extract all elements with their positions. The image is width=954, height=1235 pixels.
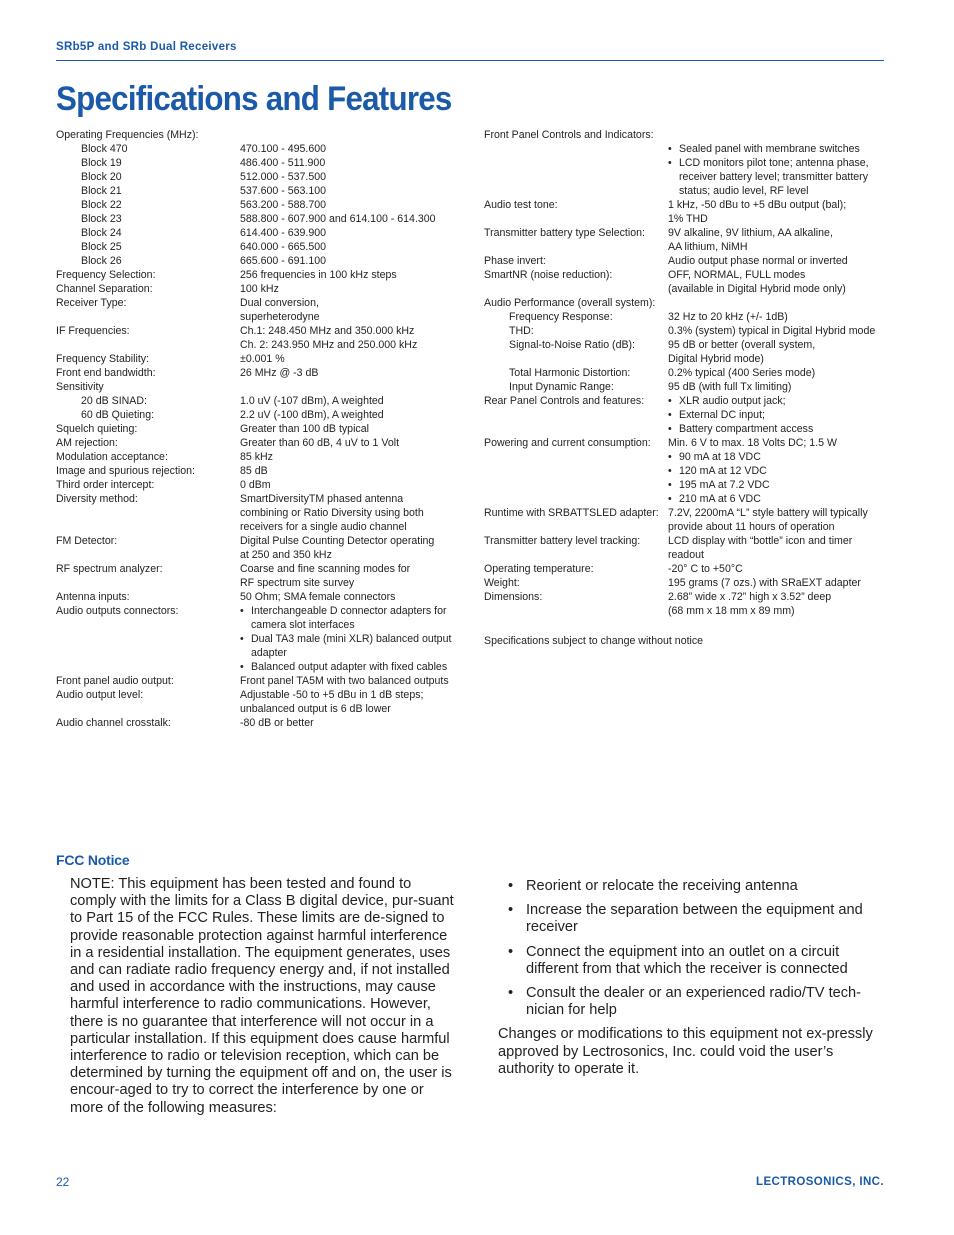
spec-value-line: at 250 and 350 kHz bbox=[240, 549, 332, 561]
spec-value bbox=[668, 576, 884, 590]
spec-label bbox=[484, 142, 668, 198]
spec-value-line: Greater than 60 dB, 4 uV to 1 Volt bbox=[240, 437, 400, 449]
spec-row bbox=[56, 296, 466, 324]
spec-row bbox=[56, 464, 466, 478]
spec-value-line: 256 frequencies in 100 kHz steps bbox=[240, 269, 397, 281]
spec-value-line: Ch. 2: 243.950 MHz and 250.000 kHz bbox=[240, 339, 418, 351]
spec-value bbox=[240, 156, 466, 170]
spec-row bbox=[56, 366, 466, 380]
spec-value-line: 640.000 - 665.500 bbox=[240, 241, 327, 253]
spec-value-line: 588.800 - 607.900 and 614.100 - 614.300 bbox=[240, 213, 436, 225]
spec-value-line: 9V alkaline, 9V lithium, AA alkaline, bbox=[668, 227, 833, 239]
spec-value bbox=[668, 310, 884, 324]
header-rule bbox=[56, 60, 884, 61]
spec-value-line: Digital Hybrid mode) bbox=[668, 353, 764, 365]
spec-label: Audio channel crosstalk: bbox=[56, 717, 171, 729]
spec-row bbox=[56, 492, 466, 534]
spec-row bbox=[484, 590, 884, 618]
spec-value bbox=[240, 240, 466, 254]
spec-value-line: Ch.1: 248.450 MHz and 350.000 kHz bbox=[240, 325, 415, 337]
spec-value-line: readout bbox=[668, 549, 704, 561]
spec-label: Frequency Response: bbox=[509, 311, 613, 323]
spec-row bbox=[56, 590, 466, 604]
spec-value bbox=[240, 198, 466, 212]
spec-label: IF Frequencies: bbox=[56, 325, 130, 337]
spec-label: Squelch quieting: bbox=[56, 423, 138, 435]
spec-value-line: SmartDiversityTM phased antenna bbox=[240, 493, 404, 505]
spec-row bbox=[56, 674, 466, 688]
spec-value-line: 0.3% (system) typical in Digital Hybrid mode bbox=[668, 325, 876, 337]
spec-value-line: 50 Ohm; SMA female connectors bbox=[240, 591, 396, 603]
spec-label: Operating temperature: bbox=[484, 563, 594, 575]
spec-value bbox=[240, 142, 466, 156]
spec-bullet-item: • External DC input; bbox=[668, 408, 884, 422]
spec-value bbox=[668, 534, 884, 562]
spec-row bbox=[56, 254, 466, 268]
spec-value-line: Audio output phase normal or inverted bbox=[668, 255, 848, 267]
spec-label: THD: bbox=[509, 325, 534, 337]
spec-value-line: combining or Ratio Diversity using both bbox=[240, 507, 424, 519]
spec-value-line: 2.2 uV (-100 dBm), A weighted bbox=[240, 409, 384, 421]
spec-value-line: 85 dB bbox=[240, 465, 268, 477]
fcc-measures-column bbox=[498, 878, 888, 1078]
spec-row bbox=[56, 450, 466, 464]
spec-value-line: 486.400 - 511.900 bbox=[240, 157, 326, 169]
spec-row bbox=[484, 198, 884, 226]
fcc-measure-item: • Consult the dealer or an experienced radio/TV tech-nician for help bbox=[498, 985, 888, 1019]
spec-row bbox=[484, 268, 884, 296]
spec-label: Phase invert: bbox=[484, 255, 546, 267]
spec-value-line: 32 Hz to 20 kHz (+/- 1dB) bbox=[668, 311, 788, 323]
spec-row bbox=[56, 604, 466, 674]
fcc-heading: FCC Notice bbox=[56, 852, 130, 868]
spec-label: Front Panel Controls and Indicators: bbox=[484, 129, 654, 141]
spec-bullet-item: • Dual TA3 male (mini XLR) balanced output adapter bbox=[240, 632, 466, 660]
spec-value-line: 614.400 - 639.900 bbox=[240, 227, 327, 239]
spec-value-line: Digital Pulse Counting Detector operating bbox=[240, 535, 435, 547]
spec-label: 60 dB Quieting: bbox=[81, 409, 155, 421]
spec-label: Powering and current consumption: bbox=[484, 437, 651, 449]
spec-row bbox=[56, 282, 466, 296]
fcc-changes-note: Changes or modifications to this equipment not ex-pressly approved by Lectrosonics, Inc. could void the user’s authority to operate it. bbox=[498, 1026, 873, 1077]
spec-row bbox=[56, 156, 466, 170]
spec-label: Block 22 bbox=[81, 199, 122, 211]
spec-value bbox=[240, 716, 466, 730]
spec-row bbox=[56, 478, 466, 492]
spec-value bbox=[240, 534, 466, 562]
spec-label: Rear Panel Controls and features: bbox=[484, 395, 645, 407]
spec-label: RF spectrum analyzer: bbox=[56, 563, 163, 575]
spec-label: Sensitivity bbox=[56, 381, 104, 393]
spec-value-line: -20° C to +50°C bbox=[668, 563, 743, 575]
spec-value-line: 2.68” wide x .72” high x 3.52” deep bbox=[668, 591, 832, 603]
spec-value-line: 1% THD bbox=[668, 213, 708, 225]
spec-row bbox=[56, 534, 466, 562]
spec-label: Antenna inputs: bbox=[56, 591, 130, 603]
spec-value-line: superheterodyne bbox=[240, 311, 320, 323]
spec-bullet-item: • Interchangeable D connector adapters for camera slot interfaces bbox=[240, 604, 466, 632]
spec-bullet-item: • Sealed panel with membrane switches bbox=[668, 142, 884, 156]
spec-value-line: 1.0 uV (-107 dBm), A weighted bbox=[240, 395, 384, 407]
spec-label: Block 19 bbox=[81, 157, 122, 169]
spec-label: Front panel audio output: bbox=[56, 675, 174, 687]
spec-value bbox=[240, 562, 466, 590]
spec-bullet-item: • 195 mA at 7.2 VDC bbox=[668, 478, 884, 492]
spec-label: Dimensions: bbox=[484, 591, 543, 603]
spec-row bbox=[484, 226, 884, 254]
spec-value-line: Front panel TA5M with two balanced outputs bbox=[240, 675, 449, 687]
spec-value bbox=[240, 128, 466, 142]
spec-value-line: 1 kHz, -50 dBu to +5 dBu output (bal); bbox=[668, 199, 847, 211]
spec-label: Block 470 bbox=[81, 143, 128, 155]
spec-row bbox=[56, 128, 466, 142]
spec-row bbox=[484, 254, 884, 268]
spec-value bbox=[668, 226, 884, 254]
spec-value-line: 7.2V, 2200mA “L” style battery will typically bbox=[668, 507, 868, 519]
spec-row bbox=[56, 716, 466, 730]
spec-label: SmartNR (noise reduction): bbox=[484, 269, 613, 281]
spec-value bbox=[668, 338, 884, 366]
spec-value-line: 85 kHz bbox=[240, 451, 273, 463]
fcc-measure-item: • Reorient or relocate the receiving antenna bbox=[498, 878, 888, 895]
specs-right-rows bbox=[484, 128, 884, 618]
spec-row bbox=[484, 366, 884, 380]
spec-label: Diversity method: bbox=[56, 493, 138, 505]
spec-row bbox=[56, 184, 466, 198]
spec-bullet-item: • 120 mA at 12 VDC bbox=[668, 464, 884, 478]
spec-label: Channel Separation: bbox=[56, 283, 153, 295]
spec-label: Weight: bbox=[484, 577, 520, 589]
spec-row bbox=[484, 394, 884, 436]
spec-row bbox=[56, 142, 466, 156]
spec-label: Image and spurious rejection: bbox=[56, 465, 195, 477]
spec-row bbox=[56, 380, 466, 394]
specs-right-column bbox=[484, 128, 884, 648]
spec-label: Block 20 bbox=[81, 171, 122, 183]
spec-row bbox=[484, 338, 884, 366]
spec-value bbox=[668, 268, 884, 296]
spec-value bbox=[240, 478, 466, 492]
spec-row bbox=[56, 394, 466, 408]
spec-value bbox=[240, 408, 466, 422]
spec-value-line: 95 dB or better (overall system, bbox=[668, 339, 816, 351]
spec-value bbox=[668, 562, 884, 576]
spec-label: Signal-to-Noise Ratio (dB): bbox=[509, 339, 635, 351]
spec-value-line: 0 dBm bbox=[240, 479, 271, 491]
spec-label: Runtime with SRBATTSLED adapter: bbox=[484, 507, 659, 519]
spec-value-line: (available in Digital Hybrid mode only) bbox=[668, 283, 846, 295]
spec-row bbox=[484, 324, 884, 338]
fcc-note: NOTE: This equipment has been tested and found to comply with the limits for a Class B digital device, pur-suant to Part 15 of the FCC Rules. These limits are de-signed to provide reasonable protection against harmful interference in a residential installation. The equipment generates, uses and can radiate radio frequency energy and, if not installed and used in accordance with the instructions, may cause harmful interference to radio communications. However, there is no guarantee that interference will not occur in a particular installation. If this equipment does cause harmful interference to radio or television reception, which can be determined by turning the equipment off and on, the user is encour-aged to try to correct the interference by one or more of the following measures: bbox=[70, 876, 454, 1116]
spec-label: Third order intercept: bbox=[56, 479, 155, 491]
spec-label: Audio test tone: bbox=[484, 199, 558, 211]
spec-row bbox=[484, 562, 884, 576]
spec-value bbox=[668, 296, 884, 310]
spec-value bbox=[240, 604, 466, 674]
spec-row bbox=[56, 240, 466, 254]
spec-value bbox=[240, 170, 466, 184]
spec-value bbox=[240, 352, 466, 366]
spec-value bbox=[240, 674, 466, 688]
spec-bullet-list bbox=[668, 394, 884, 436]
spec-value bbox=[668, 380, 884, 394]
spec-label: 20 dB SINAD: bbox=[81, 395, 147, 407]
spec-bullet-item: • Balanced output adapter with fixed cables bbox=[240, 660, 466, 674]
spec-label: Audio Performance (overall system): bbox=[484, 297, 656, 309]
spec-value bbox=[240, 380, 466, 394]
spec-value bbox=[668, 436, 884, 506]
fcc-measures-list bbox=[498, 878, 888, 1019]
spec-value bbox=[240, 296, 466, 324]
spec-row bbox=[484, 142, 884, 198]
spec-label: Frequency Stability: bbox=[56, 353, 150, 365]
spec-value-line: provide about 11 hours of operation bbox=[668, 521, 835, 533]
spec-value bbox=[240, 422, 466, 436]
spec-value-line: ±0.001 % bbox=[240, 353, 285, 365]
spec-value-line: 100 kHz bbox=[240, 283, 279, 295]
spec-value-line: receivers for a single audio channel bbox=[240, 521, 407, 533]
spec-row bbox=[484, 576, 884, 590]
spec-value bbox=[668, 198, 884, 226]
spec-label: Transmitter battery type Selection: bbox=[484, 227, 645, 239]
spec-value bbox=[240, 590, 466, 604]
spec-label: Block 21 bbox=[81, 185, 122, 197]
spec-label: Input Dynamic Range: bbox=[509, 381, 614, 393]
spec-row bbox=[484, 506, 884, 534]
spec-value-line: -80 dB or better bbox=[240, 717, 314, 729]
spec-value bbox=[240, 254, 466, 268]
spec-row bbox=[56, 688, 466, 716]
spec-row bbox=[484, 296, 884, 310]
spec-label: Receiver Type: bbox=[56, 297, 127, 309]
spec-row bbox=[56, 436, 466, 450]
spec-value bbox=[240, 212, 466, 226]
spec-bullet-item: • Battery compartment access bbox=[668, 422, 884, 436]
fcc-measure-item: • Increase the separation between the equipment and receiver bbox=[498, 902, 888, 936]
spec-value-line: unbalanced output is 6 dB lower bbox=[240, 703, 391, 715]
spec-value bbox=[668, 366, 884, 380]
spec-row bbox=[484, 380, 884, 394]
specs-notice: Specifications subject to change without notice bbox=[484, 635, 704, 647]
spec-value bbox=[668, 142, 884, 198]
page-number: 22 bbox=[56, 1175, 70, 1189]
spec-label: FM Detector: bbox=[56, 535, 118, 547]
spec-row bbox=[56, 212, 466, 226]
spec-bullet-list bbox=[240, 604, 466, 674]
spec-value-line: 26 MHz @ -3 dB bbox=[240, 367, 319, 379]
spec-value bbox=[240, 394, 466, 408]
spec-value bbox=[668, 324, 884, 338]
spec-row bbox=[56, 198, 466, 212]
spec-value bbox=[668, 128, 884, 142]
spec-value-line: OFF, NORMAL, FULL modes bbox=[668, 269, 806, 281]
spec-value-line: 665.600 - 691.100 bbox=[240, 255, 327, 267]
spec-label: Block 23 bbox=[81, 213, 122, 225]
spec-value bbox=[668, 506, 884, 534]
spec-row bbox=[484, 436, 884, 506]
spec-value-line: 470.100 - 495.600 bbox=[240, 143, 327, 155]
spec-value bbox=[240, 450, 466, 464]
fcc-measure-item: • Connect the equipment into an outlet on a circuit different from that which the receiver is connected bbox=[498, 944, 888, 978]
spec-value bbox=[668, 254, 884, 268]
spec-value bbox=[240, 324, 466, 352]
running-title: SRb5P and SRb Dual Receivers bbox=[56, 41, 237, 53]
spec-value bbox=[240, 464, 466, 478]
spec-value bbox=[240, 366, 466, 380]
spec-value bbox=[240, 184, 466, 198]
spec-value bbox=[240, 226, 466, 240]
spec-value-line: 95 dB (with full Tx limiting) bbox=[668, 381, 792, 393]
spec-label: Frequency Selection: bbox=[56, 269, 156, 281]
spec-bullet-item: • LCD monitors pilot tone; antenna phase, receiver battery level; transmitter battery status; audio level, RF level bbox=[668, 156, 884, 198]
spec-value-line: LCD display with “bottle” icon and timer bbox=[668, 535, 853, 547]
page-title: Specifications and Features bbox=[56, 80, 452, 118]
spec-row bbox=[56, 352, 466, 366]
spec-value bbox=[240, 492, 466, 534]
spec-value-line: 0.2% typical (400 Series mode) bbox=[668, 367, 816, 379]
spec-value-line: (68 mm x 18 mm x 89 mm) bbox=[668, 605, 795, 617]
spec-value-line: 195 grams (7 ozs.) with SRaEXT adapter bbox=[668, 577, 861, 589]
spec-value-line: Adjustable -50 to +5 dBu in 1 dB steps; bbox=[240, 689, 424, 701]
spec-value-line: 563.200 - 588.700 bbox=[240, 199, 327, 211]
spec-value-line: 512.000 - 537.500 bbox=[240, 171, 327, 183]
spec-label: Operating Frequencies (MHz): bbox=[56, 129, 199, 141]
spec-value bbox=[668, 394, 884, 436]
spec-label: AM rejection: bbox=[56, 437, 118, 449]
spec-row bbox=[56, 422, 466, 436]
spec-value bbox=[240, 268, 466, 282]
spec-value-line: Greater than 100 dB typical bbox=[240, 423, 369, 435]
spec-row bbox=[56, 324, 466, 352]
spec-bullet-list bbox=[668, 450, 884, 506]
spec-label: Audio outputs connectors: bbox=[56, 605, 179, 617]
spec-label: Transmitter battery level tracking: bbox=[484, 535, 641, 547]
spec-row bbox=[56, 562, 466, 590]
spec-label: Block 26 bbox=[81, 255, 122, 267]
spec-bullet-item: • 210 mA at 6 VDC bbox=[668, 492, 884, 506]
spec-value-line: RF spectrum site survey bbox=[240, 577, 355, 589]
spec-label: Front end bandwidth: bbox=[56, 367, 156, 379]
company-name: LECTROSONICS, INC. bbox=[756, 1176, 884, 1188]
spec-value-line: Dual conversion, bbox=[240, 297, 319, 309]
spec-value-line: Coarse and fine scanning modes for bbox=[240, 563, 411, 575]
spec-value bbox=[240, 436, 466, 450]
spec-row bbox=[56, 226, 466, 240]
spec-bullet-item: • XLR audio output jack; bbox=[668, 394, 884, 408]
specs-left-column bbox=[56, 128, 466, 730]
spec-row bbox=[56, 268, 466, 282]
spec-row bbox=[484, 534, 884, 562]
spec-label: Modulation acceptance: bbox=[56, 451, 168, 463]
spec-label: Total Harmonic Distortion: bbox=[509, 367, 631, 379]
spec-label: Audio output level: bbox=[56, 689, 144, 701]
spec-value bbox=[240, 688, 466, 716]
spec-row bbox=[484, 310, 884, 324]
spec-bullet-item: • 90 mA at 18 VDC bbox=[668, 450, 884, 464]
spec-value bbox=[668, 590, 884, 618]
spec-row bbox=[56, 408, 466, 422]
spec-value bbox=[240, 282, 466, 296]
spec-label: Block 25 bbox=[81, 241, 122, 253]
spec-value-line: 537.600 - 563.100 bbox=[240, 185, 327, 197]
spec-bullet-list bbox=[668, 142, 884, 198]
spec-row bbox=[484, 128, 884, 142]
spec-value-line: Min. 6 V to max. 18 Volts DC; 1.5 W bbox=[668, 437, 837, 449]
spec-row bbox=[56, 170, 466, 184]
spec-value-line: AA lithium, NiMH bbox=[668, 241, 748, 253]
spec-label: Block 24 bbox=[81, 227, 122, 239]
